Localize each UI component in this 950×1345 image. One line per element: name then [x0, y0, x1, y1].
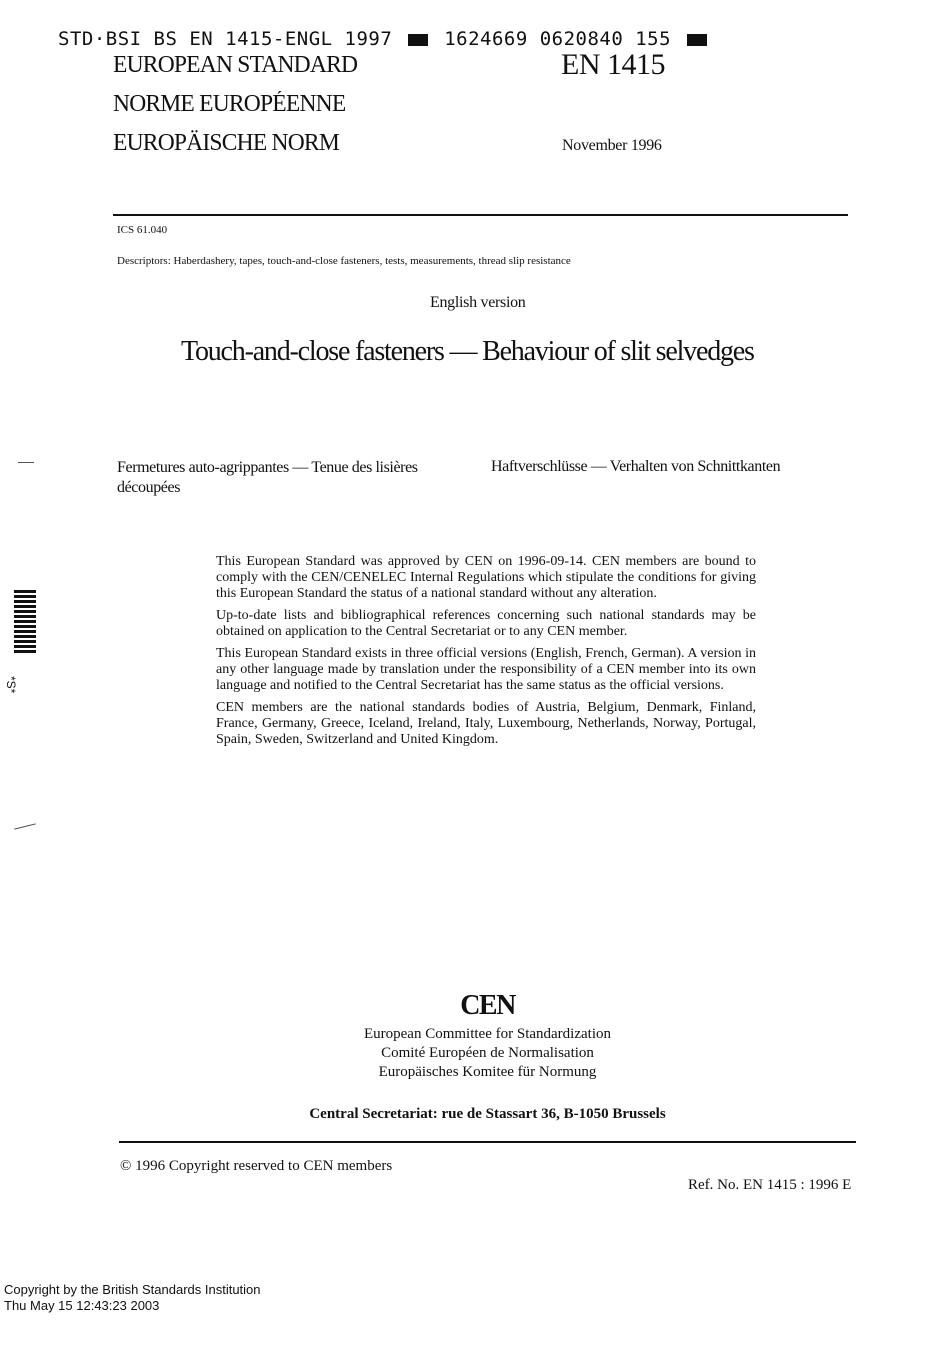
scan-artifact — [14, 823, 36, 829]
cen-logo: CEN — [460, 990, 515, 1021]
barcode-bar — [14, 635, 36, 638]
standard-name-german: EUROPÄISCHE NORM — [113, 130, 339, 156]
barcode-bar — [14, 615, 36, 618]
title-german: Haftverschlüsse — Verhalten von Schnittkanten — [491, 458, 781, 475]
bottom-divider — [119, 1141, 856, 1143]
document-title: Touch-and-close fasteners — Behaviour of slit selvedges — [181, 336, 754, 367]
redaction-block — [687, 34, 707, 46]
header-code-number: 1624669 0620840 155 — [444, 28, 672, 50]
standard-name-english: EUROPEAN STANDARD — [113, 52, 358, 78]
cen-copyright: © 1996 Copyright reserved to CEN members — [120, 1158, 393, 1174]
barcode-bar — [14, 610, 36, 613]
header-code-text: STD·BSI BS EN 1415-ENGL 1997 — [58, 28, 393, 50]
barcode-bar — [14, 600, 36, 603]
bsi-timestamp: Thu May 15 12:43:23 2003 — [4, 1298, 160, 1313]
cen-name-french: Comité Européen de Normalisation — [381, 1045, 594, 1061]
side-margin-mark: *S* — [4, 676, 18, 694]
standard-number: EN 1415 — [561, 48, 665, 81]
top-divider — [113, 214, 848, 216]
descriptors-label: Descriptors: — [117, 255, 171, 267]
version-label: English version — [430, 294, 526, 311]
barcode-bar — [14, 595, 36, 598]
barcode-bar — [14, 620, 36, 623]
barcode-bar — [14, 630, 36, 633]
approval-paragraph: This European Standard was approved by CEN on 1996-09-14. CEN members are bound to comply with the CEN/CENELEC Internal Regulations which stipulate the conditions for giving this European Standard the status of a national standard without any alteration. — [216, 554, 756, 601]
reference-number: Ref. No. EN 1415 : 1996 E — [688, 1177, 852, 1193]
standard-name-french: NORME EUROPÉENNE — [113, 91, 346, 117]
barcode-bar — [14, 645, 36, 648]
document-header-code — [58, 28, 711, 50]
versions-paragraph: This European Standard exists in three official versions (English, French, German). A version in any other language made by translation under the responsibility of a CEN member into its own language and notified to the Central Secretariat has the same status as the official versions. — [216, 646, 756, 693]
descriptors-line — [117, 255, 571, 267]
barcode-mark — [14, 590, 36, 656]
barcode-bar — [14, 590, 36, 593]
cen-name-german: Europäisches Komitee für Normung — [378, 1064, 597, 1080]
central-secretariat-address: Central Secretariat: rue de Stassart 36, B-1050 Brussels — [309, 1106, 666, 1122]
barcode-bar — [14, 605, 36, 608]
descriptors-value: Haberdashery, tapes, touch-and-close fasteners, tests, measurements, thread slip resistance — [173, 255, 571, 267]
barcode-bar — [14, 650, 36, 653]
redaction-block — [408, 34, 428, 46]
cen-name-english: European Committee for Standardization — [363, 1026, 611, 1042]
barcode-bar — [14, 640, 36, 643]
ics-code: ICS 61.040 — [117, 224, 168, 236]
members-paragraph: CEN members are the national standards bodies of Austria, Belgium, Denmark, Finland, France, Germany, Greece, Iceland, Ireland, Italy, Luxembourg, Netherlands, Norway, Portugal, Spain, Sweden, Switzerland and United Kingdom. — [216, 700, 756, 747]
barcode-bar — [14, 625, 36, 628]
scan-artifact — [18, 462, 34, 463]
approval-text — [216, 554, 756, 754]
publication-date: November 1996 — [562, 137, 662, 154]
availability-paragraph: Up-to-date lists and bibliographical references concerning such national standards may be obtained on application to the Central Secretariat or to any CEN member. — [216, 608, 756, 639]
bsi-copyright: Copyright by the British Standards Institution — [4, 1282, 261, 1297]
title-french: Fermetures auto-agrippantes — Tenue des lisières découpées — [117, 459, 418, 496]
